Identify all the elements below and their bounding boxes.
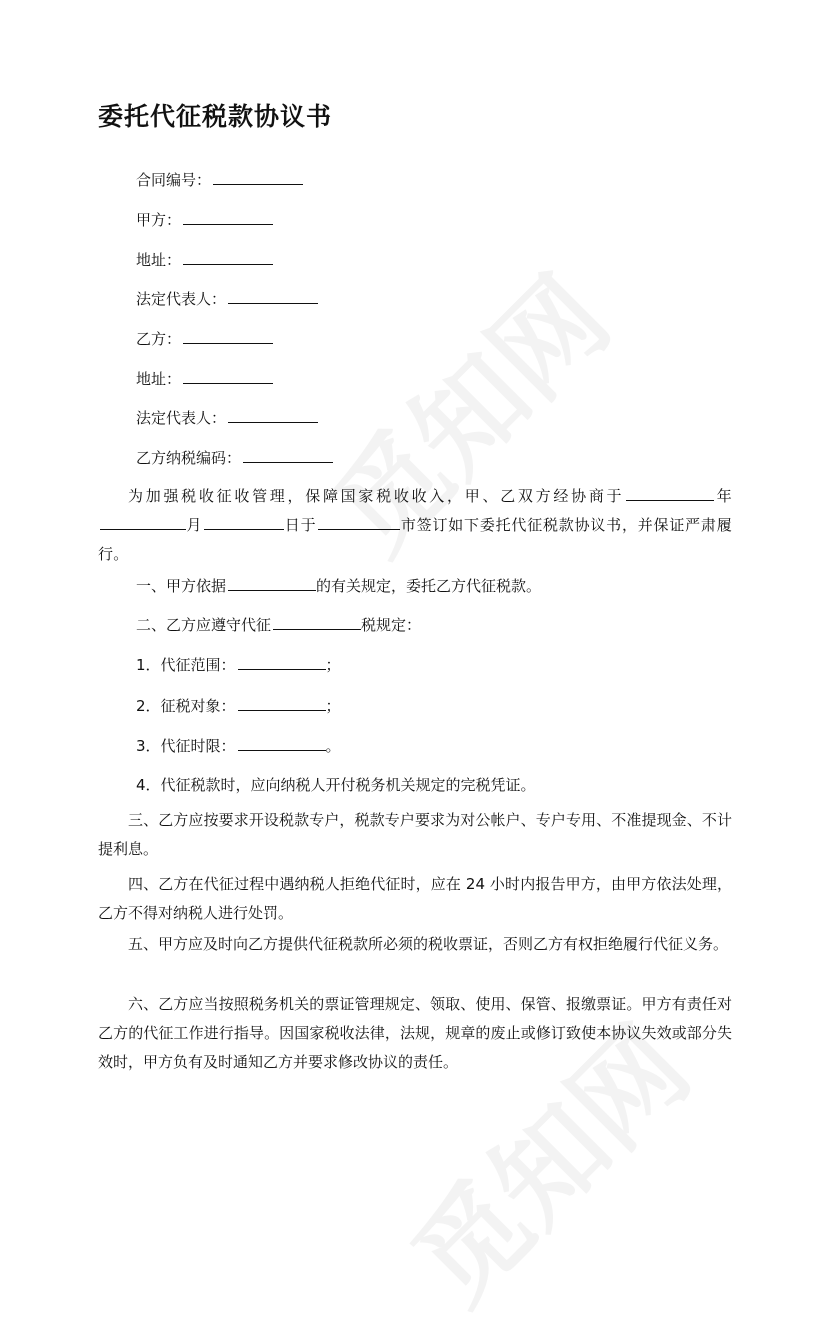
field-party-b-address: 地址： [136,369,273,389]
field-party-b-representative: 法定代表人： [136,408,318,428]
intro-paragraph: 为加强税收征收管理，保障国家税收收入，甲、乙双方经协商于 年月 日于 市签订如下委托代征税款协议书，并保证严肃履行。 [98,487,732,563]
field-party-a-address: 地址： [136,250,273,270]
document-title: 委托代征税款协议书 [98,102,333,131]
clause-5: 五、甲方应及时向乙方提供代征税款所必须的税收票证，否则乙方有权拒绝履行代征义务。 [128,935,729,953]
clause-2: 二、乙方应遵守代征 税规定： [136,616,422,634]
clause-4: 四、乙方在代征过程中遇纳税人拒绝代征时，应在 24 小时内报告甲方，由甲方依法处理，乙方不得对纳税人进行处罚。 [98,875,732,922]
clause-2-item-1: 1．代征范围： ； [136,656,341,674]
field-party-b-tax-code: 乙方纳税编码： [136,448,333,468]
field-party-b: 乙方： [136,329,273,349]
clause-2-item-4: 4．代征税款时，应向纳税人开付税务机关规定的完税凭证。 [136,776,536,794]
field-party-a: 甲方： [136,210,273,230]
clause-2-item-3: 3．代征时限： 。 [136,737,341,755]
field-contract-number: 合同编号： [136,170,303,190]
clause-6: 六、乙方应当按照税务机关的票证管理规定、领取、使用、保管、报缴票证。甲方有责任对乙方的代征工作进行指导。因国家税收法律，法规，规章的废止或修订致使本协议失效或部分失效时，甲方负有及时通知乙方并要求修改协议的责任。 [98,995,732,1071]
clause-2-item-2: 2．征税对象： ； [136,697,341,715]
clause-1: 一、甲方依据 的有关规定，委托乙方代征税款。 [136,577,542,595]
field-party-a-representative: 法定代表人： [136,289,318,309]
clause-3: 三、乙方应按要求开设税款专户，税款专户要求为对公帐户、专户专用、不准提现金、不计提利息。 [98,811,732,858]
